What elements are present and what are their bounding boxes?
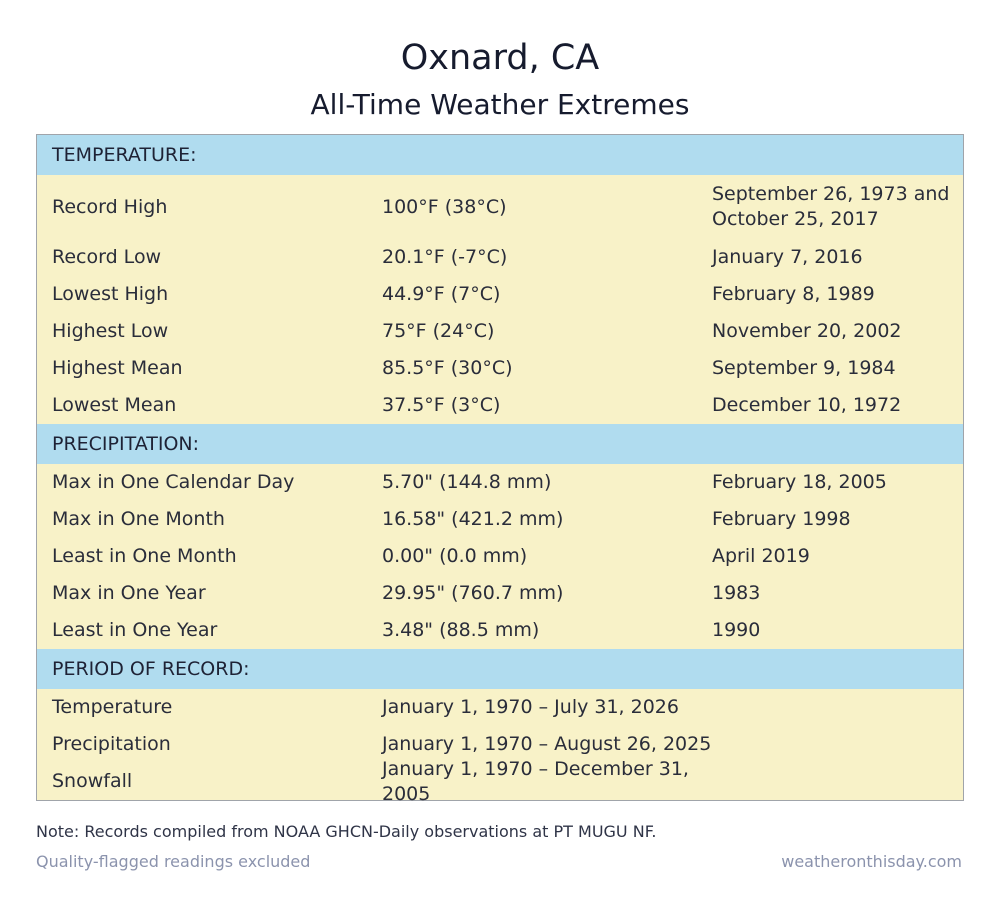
row-value: 44.9°F (7°C) <box>382 283 501 305</box>
row-label: Snowfall <box>52 770 133 792</box>
row-date: December 10, 1972 <box>712 394 902 416</box>
row-value: 100°F (38°C) <box>382 195 507 218</box>
row-value: 37.5°F (3°C) <box>382 394 501 416</box>
page-subtitle: All-Time Weather Extremes <box>310 88 690 121</box>
table-row <box>37 276 963 313</box>
row-value: January 1, 1970 – August 26, 2025 <box>382 733 712 755</box>
table-row <box>37 501 963 538</box>
row-date: February 1998 <box>712 508 851 530</box>
row-label: Least in One Month <box>52 545 237 567</box>
row-label: Least in One Year <box>52 619 218 641</box>
row-label: Lowest High <box>52 283 169 305</box>
row-value: 5.70" (144.8 mm) <box>382 471 552 493</box>
table-row <box>37 313 963 350</box>
table-row <box>37 757 963 805</box>
table-row <box>37 612 963 649</box>
row-label: Precipitation <box>52 733 171 755</box>
section-header-temperature: TEMPERATURE: <box>37 135 963 175</box>
table-row <box>37 538 963 575</box>
table-row <box>37 689 963 726</box>
row-date: February 8, 1989 <box>712 283 875 305</box>
row-value: January 1, 1970 – July 31, 2026 <box>382 696 679 718</box>
row-value: 20.1°F (-7°C) <box>382 246 508 268</box>
row-value: January 1, 1970 – December 31, 2005 <box>382 757 689 805</box>
row-label: Highest Low <box>52 320 169 342</box>
row-value: 0.00" (0.0 mm) <box>382 545 528 567</box>
row-label: Record High <box>52 195 168 218</box>
table-row <box>37 350 963 387</box>
row-label: Max in One Year <box>52 582 206 604</box>
row-label: Highest Mean <box>52 357 183 379</box>
footer-site-link[interactable]: weatheronthisday.com <box>781 852 962 871</box>
table-row <box>37 239 963 276</box>
row-value: 85.5°F (30°C) <box>382 357 513 379</box>
row-label: Max in One Calendar Day <box>52 471 295 493</box>
source-note: Note: Records compiled from NOAA GHCN-Daily observations at PT MUGU NF. <box>36 822 657 841</box>
section-header-precipitation: PRECIPITATION: <box>37 424 963 464</box>
page-title: Oxnard, CA <box>400 38 600 78</box>
row-date: April 2019 <box>712 545 810 567</box>
table-row <box>37 575 963 612</box>
row-date: January 7, 2016 <box>712 246 863 268</box>
row-value: 3.48" (88.5 mm) <box>382 619 540 641</box>
extremes-table <box>36 134 964 805</box>
row-value: 29.95" (760.7 mm) <box>382 582 564 604</box>
row-date: 1983 <box>712 582 761 604</box>
row-date: November 20, 2002 <box>712 320 902 342</box>
row-value: 16.58" (421.2 mm) <box>382 508 564 530</box>
row-date: September 26, 1973 and October 25, 2017 <box>712 183 950 230</box>
row-date: February 18, 2005 <box>712 471 887 493</box>
table-row <box>37 175 963 239</box>
footer-disclaimer: Quality-flagged readings excluded <box>36 852 311 871</box>
row-label: Record Low <box>52 246 162 268</box>
section-header-period: PERIOD OF RECORD: <box>37 649 963 689</box>
row-label: Temperature <box>52 696 173 718</box>
row-value: 75°F (24°C) <box>382 320 495 342</box>
row-date: September 9, 1984 <box>712 357 896 379</box>
table-row <box>37 387 963 424</box>
row-label: Max in One Month <box>52 508 225 530</box>
row-date: 1990 <box>712 619 761 641</box>
table-row <box>37 464 963 501</box>
row-label: Lowest Mean <box>52 394 177 416</box>
